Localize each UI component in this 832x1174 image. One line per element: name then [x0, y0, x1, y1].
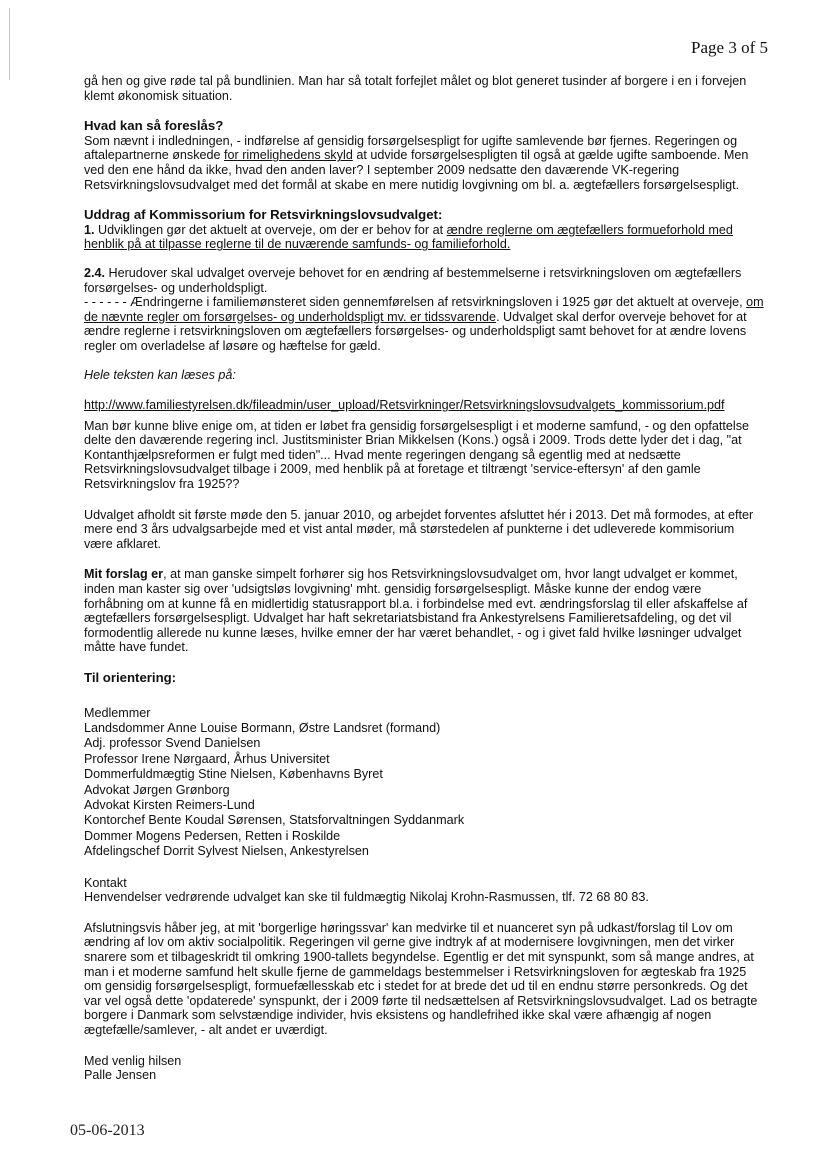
intro-paragraph: gå hen og give røde tal på bundlinien. Man har så totalt forfejlet målet og blot generet tusinder af borgere i en i forvejen klemt økonomisk situation. — [84, 74, 747, 103]
footer-date: 05-06-2013 — [70, 1122, 145, 1139]
item2-text: Herudover skal udvalget overveje behovet for en ændring af bestemmelserne i retsvirkningsloven om ægtefællers forsørgelses- og underholdspligt. — [84, 265, 742, 295]
section-heading-proposal: Hvad kan så foreslås? — [84, 118, 224, 134]
members-label: Medlemmer — [84, 705, 151, 720]
closing-paragraph: Afslutningsvis håber jeg, at mit 'borgerlige høringssvar' kan medvirke til et nuanceret syn på udkast/forslag til Lov om ændring af lov om aktiv socialpolitik. Regeringen vil gerne give indtryk af at modernisere lovgivningen, men det virker snarere som et tilbageskridt til omkring 1900-tallets begyndelse. Egentlig er det mit synspunkt, som så mange andres, at man i et moderne samfund helt skulle fjerne de gammeldags bestemmelser i Retsvirkningsloven for ægteskab fra 1925 om gensidig forsørgelsespligt, formuefællesskab etc i stedet for at brede det ud til en endnu større personkreds. Og det var vel også dette 'opdaterede' synspunkt, der i 2009 førte til nedsættelsen af Retsvirkningslovsudvalget. Lad os betragte borgere i Danmark som selvstændige individer, hvis eksistens og handlefrihed ikke skal være afhængig af nogen ægtefælle/samlever, - alt andet er uværdigt. — [84, 920, 758, 1037]
section1-text-b: at udvide forsørgelsespligten til også at gælde ugifte samboende. Men ved den ene hånd da ikke, hvad den anden laver? I september 2009 nedsatte den daværende VK-regering Retsvirkningslovsudvalget med det formål at skabe en mere nutidig lovgivning om bl. a. ægtefællers forsørgelsespligt. — [84, 148, 749, 192]
scan-edge-line — [9, 8, 10, 80]
document-body — [84, 74, 764, 1083]
meeting-paragraph: Udvalget afholdt sit første møde den 5. januar 2010, og arbejdet forventes afsluttet hér i 2013. Det må formodes, at efter mere end 3 års udvalgsarbejde med et vist antal møder, må størstedelen af punkterne i det udleverede kommisorium være afklaret. — [84, 507, 754, 551]
commission-link[interactable]: http://www.familiestyrelsen.dk/fileadmin/user_upload/Retsvirkninger/Retsvirkningslovsudvalgets_kommissorium.pdf — [84, 398, 725, 413]
item3-text-a: - - - - - - Ændringerne i familiemønsteret siden gennemførelsen af retsvirkningsloven i 1925 gør det aktuelt at overveje, — [84, 295, 747, 310]
member-item: Landsdommer Anne Louise Bormann, Østre Landsret (formand) — [84, 721, 441, 735]
proposal-paragraph — [84, 567, 764, 655]
section1-underlined: for rimelighedens skyld — [224, 148, 353, 163]
item2-number: 2.4. — [84, 265, 106, 280]
page-number: Page 3 of 5 — [691, 38, 768, 57]
member-item: Dommer Mogens Pedersen, Retten i Roskilde — [84, 828, 341, 843]
members-list — [84, 706, 764, 860]
item1-text: Udviklingen gør det aktuelt at overveje, om der er behov for at — [94, 222, 447, 237]
contact-label: Kontakt — [84, 875, 127, 890]
item3-underlined: om de nævnte regler om forsørgelses- og underholdspligt mv. er tidssvarende — [84, 295, 764, 324]
signature-greeting: Med venlig hilsen — [84, 1053, 182, 1068]
contact-text: Henvendelser vedrørende udvalget kan ske til fuldmægtig Nikolaj Krohn-Rasmussen, tlf. 72 68 80 83. — [84, 890, 649, 905]
agree-paragraph: Man bør kunne blive enige om, at tiden er løbet fra gensidig forsørgelsespligt i et moderne samfund, - og den opfattelse delte den daværende regering incl. Justitsminister Brian Mikkelsen (Kons.) også i 2009. Trods dette lyder det i dag, "at Kontanthjælpsreformen er fulgt med tiden"... Hvad mente regeringen dengang så egentlig med at nedsætte Retsvirkningslovsudvalget tilbage i 2009, med henblik på at foretage et tiltrængt 'service-eftersyn' af den gamle Retsvirkningslov fra 1925?? — [84, 418, 750, 492]
item1-underlined: ændre reglerne om ægtefællers formueforhold med henblik på at tilpasse reglerne til de nuværende samfunds- og familieforhold. — [84, 222, 733, 252]
member-item: Advokat Kirsten Reimers-Lund — [84, 798, 255, 813]
item1-number: 1. — [84, 222, 95, 237]
member-item: Dommerfuldmægtig Stine Nielsen, Københavns Byret — [84, 767, 383, 782]
member-item: Afdelingschef Dorrit Sylvest Nielsen, Ankestyrelsen — [84, 844, 369, 859]
signature-name: Palle Jensen — [84, 1068, 157, 1083]
commission-item-1 — [84, 223, 764, 252]
member-item: Professor Irene Nørgaard, Århus Universitet — [84, 751, 330, 766]
proposal-text: , at man ganske simpelt forhører sig hos Retsvirkningslovsudvalget om, hvor langt udvalget er kommet, inden man kaster sig over 'udsigtsløs lovgivning' mht. gensidig forsørgelsespligt. Måske kunne der endog være forhåbning om at kunne få en midlertidig statusrapport bl.a. i forbindelse med evt. ændringsforslag til eller afskaffelse af ægtefællers forsørgelsespligt. Udvalget har haft sekretariatsbistand fra Ankestyrelsens Familieretsafdeling, og det vil formodentlig allerede nu kunne læses, hvilke emner der har været behandlet, - og i givet fald hvilke løsninger udvalget måtte have fundet. — [84, 567, 748, 655]
commission-item-3 — [84, 295, 764, 353]
commission-item-2 — [84, 266, 764, 295]
section1-text-a: Som nævnt i indledningen, - indførelse af gensidig forsørgelsespligt for ugifte samlevende bør fjernes. Regeringen og aftalepartnerne ønskede — [84, 133, 738, 163]
member-item: Kontorchef Bente Koudal Sørensen, Statsforvaltningen Syddanmark — [84, 813, 465, 828]
member-item: Advokat Jørgen Grønborg — [84, 782, 230, 797]
section-heading-commission: Uddrag af Kommissorium for Retsvirkningslovsudvalget: — [84, 207, 443, 223]
read-more-label: Hele teksten kan læses på: — [84, 367, 236, 382]
orientation-heading: Til orientering: — [84, 670, 177, 685]
proposal-lead: Mit forslag er — [84, 567, 164, 582]
section1-paragraph — [84, 134, 764, 192]
item3-text-b: . Udvalget skal derfor overveje behovet for at ændre reglerne i retsvirkningsloven om ægtefællers forsørgelses- og underholdspligt samt behovet for at ændre lovens regler om overladelse af løsøre og hæftelse for gæld. — [84, 309, 747, 353]
member-item: Adj. professor Svend Danielsen — [84, 736, 261, 751]
